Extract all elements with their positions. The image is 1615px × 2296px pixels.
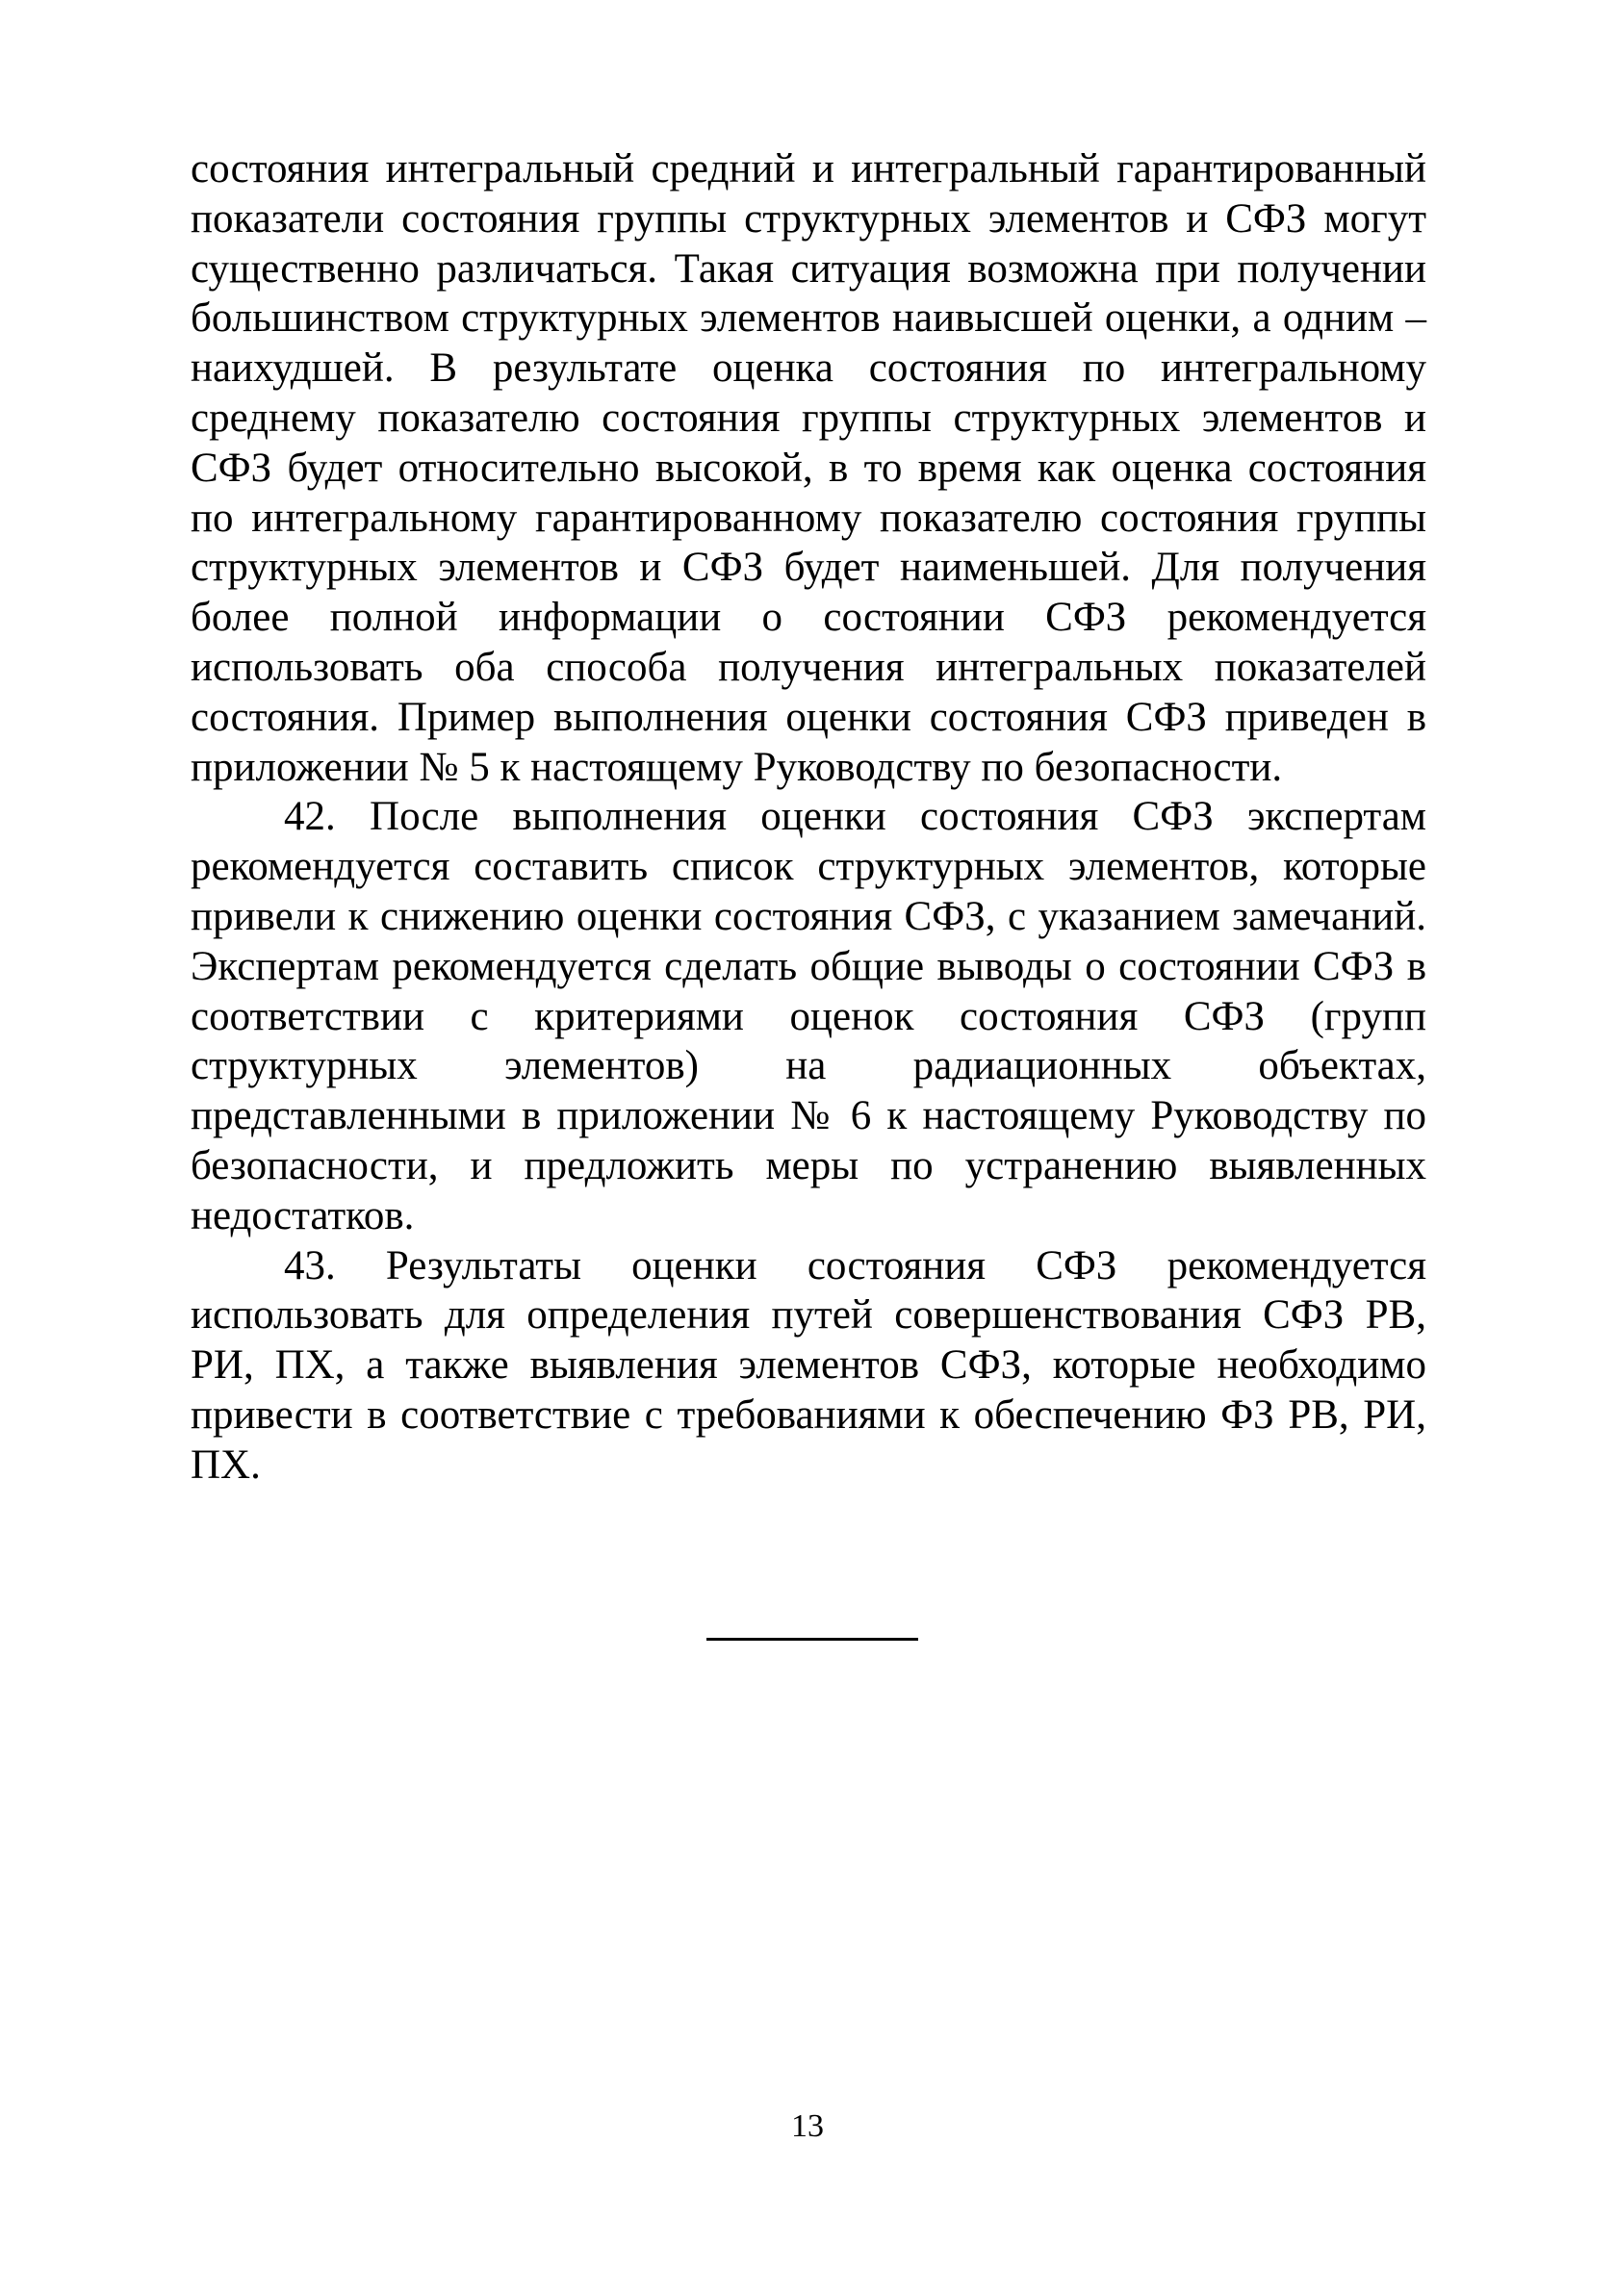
paragraph-continuation: состояния интегральный средний и интегральный гарантированный показатели состояния группы структурных элементов и СФЗ могут существенно различаться. Такая ситуация возможна при получении большинством структурных элементов наивысшей оценки, а одним – наихудшей. В результате оценка состояния по интегральному среднему показателю состояния группы структурных элементов и СФЗ будет относительно высокой, в то время как оценка состояния по интегральному гарантированному показателю состояния группы структурных элементов и СФЗ будет наименьшей. Для получения более полной информации о состоянии СФЗ рекомендуется использовать оба способа получения интегральных показателей состояния. Пример выполнения оценки состояния СФЗ приведен в приложении № 5 к настоящему Руководству по безопасности. bbox=[191, 146, 1426, 790]
page-number: 13 bbox=[791, 2108, 824, 2144]
body-text bbox=[191, 144, 1426, 1491]
paragraph-42: 42. После выполнения оценки состояния СФЗ экспертам рекомендуется составить список структурных элементов, которые привели к снижению оценки состояния СФЗ, с указанием замечаний. Экспертам рекомендуется сделать общие выводы о состоянии СФЗ в соответствии с критериями оценок состояния СФЗ (групп структурных элементов) на радиационных объектах, представленными в приложении № 6 к настоящему Руководству по безопасности, и предложить меры по устранению выявленных недостатков. bbox=[191, 794, 1426, 1238]
paragraph-43: 43. Результаты оценки состояния СФЗ рекомендуется использовать для определения путей совершенствования СФЗ РВ, РИ, ПХ, а также выявления элементов СФЗ, которые необходимо привести в соответствие с требованиями к обеспечению ФЗ РВ, РИ, ПХ. bbox=[191, 1242, 1426, 1488]
end-of-section-rule bbox=[706, 1638, 918, 1641]
